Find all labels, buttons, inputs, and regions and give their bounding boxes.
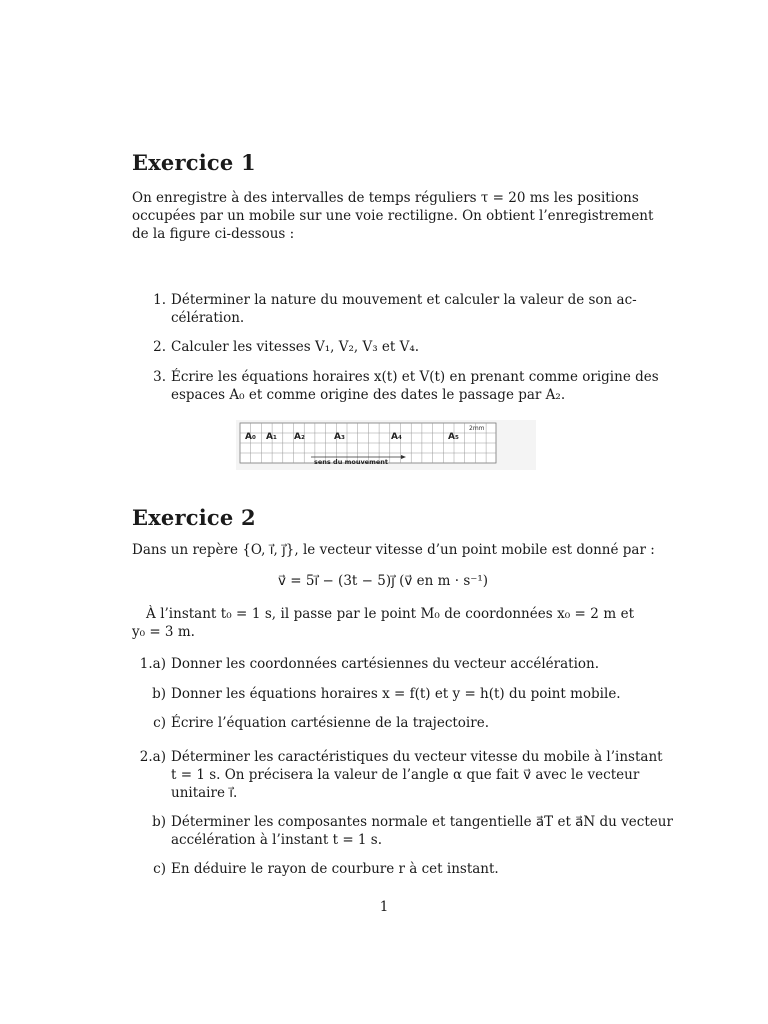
question-number: c): [153, 715, 166, 731]
question-line: accélération à l’instant t = 1 s.: [171, 832, 383, 848]
question-number: 2.a): [139, 749, 166, 765]
initial-line: À l’instant t₀ = 1 s, il passe par le point M₀ de coordonnées x₀ = 2 m et: [146, 606, 634, 622]
question-line: Déterminer les composantes normale et tangentielle a⃗T et a⃗N du vecteur: [171, 814, 673, 830]
exercise1-intro-line: On enregistre à des intervalles de temps réguliers τ = 20 ms les positions: [132, 190, 639, 206]
initial-line: y₀ = 3 m.: [132, 624, 195, 640]
exercise1-intro: [132, 189, 654, 243]
exercise2-intro: [132, 541, 655, 559]
question-line: célération.: [171, 310, 245, 326]
point-label-a3: A₃: [334, 432, 345, 442]
question-number: 3.: [153, 369, 166, 385]
velocity-equation: v⃗ = 5i⃗ − (3t − 5)j⃗ (v⃗ en m · s⁻¹): [277, 573, 489, 589]
point-label-a0: A₀: [245, 432, 256, 442]
question-line: Donner les coordonnées cartésiennes du vecteur accélération.: [171, 656, 600, 672]
exercise1-intro-line: occupées par un mobile sur une voie rectiligne. On obtient l’enregistrement: [132, 208, 654, 224]
question-line: Écrire les équations horaires x(t) et V(t) en prenant comme origine des: [171, 369, 659, 385]
scale-label: 2mm: [469, 425, 485, 432]
point-label-a2: A₂: [294, 432, 305, 442]
question-line: Écrire l’équation cartésienne de la trajectoire.: [171, 715, 489, 731]
question-line: Déterminer les caractéristiques du vecteur vitesse du mobile à l’instant: [171, 749, 663, 765]
question-line: Déterminer la nature du mouvement et calculer la valeur de son ac-: [171, 292, 637, 308]
question-line: unitaire i⃗.: [171, 785, 238, 801]
exercise1-title: Exercice 1: [132, 150, 256, 175]
recording-tape: [236, 420, 536, 470]
motion-direction-caption: sens du mouvement: [314, 458, 389, 466]
question-line: Calculer les vitesses V₁, V₂, V₃ et V₄.: [171, 339, 420, 355]
recording-figure: [236, 420, 536, 470]
exercise1-intro-line: de la figure ci-dessous :: [132, 226, 295, 242]
question-line: Donner les équations horaires x = f(t) et y = h(t) du point mobile.: [171, 686, 621, 702]
question-number: b): [152, 814, 166, 830]
exercise2-title: Exercice 2: [132, 505, 256, 530]
exercise2-initial-conditions: [132, 605, 634, 641]
question-line: En déduire le rayon de courbure r à cet instant.: [171, 861, 499, 877]
point-label-a5: A₅: [448, 432, 459, 442]
page-number: 1: [379, 899, 389, 915]
question-line: espaces A₀ et comme origine des dates le passage par A₂.: [171, 387, 566, 403]
point-label-a4: A₄: [391, 432, 402, 442]
point-label-a1: A₁: [266, 432, 277, 442]
exercise2-intro-line: Dans un repère {O, i⃗, j⃗}, le vecteur vitesse d’un point mobile est donné par :: [132, 542, 655, 558]
question-number: 2.: [153, 339, 166, 355]
question-number: 1.a): [139, 656, 166, 672]
question-number: c): [153, 861, 166, 877]
question-line: t = 1 s. On précisera la valeur de l’angle α que fait v⃗ avec le vecteur: [171, 767, 640, 783]
question-number: b): [152, 686, 166, 702]
question-number: 1.: [153, 292, 166, 308]
